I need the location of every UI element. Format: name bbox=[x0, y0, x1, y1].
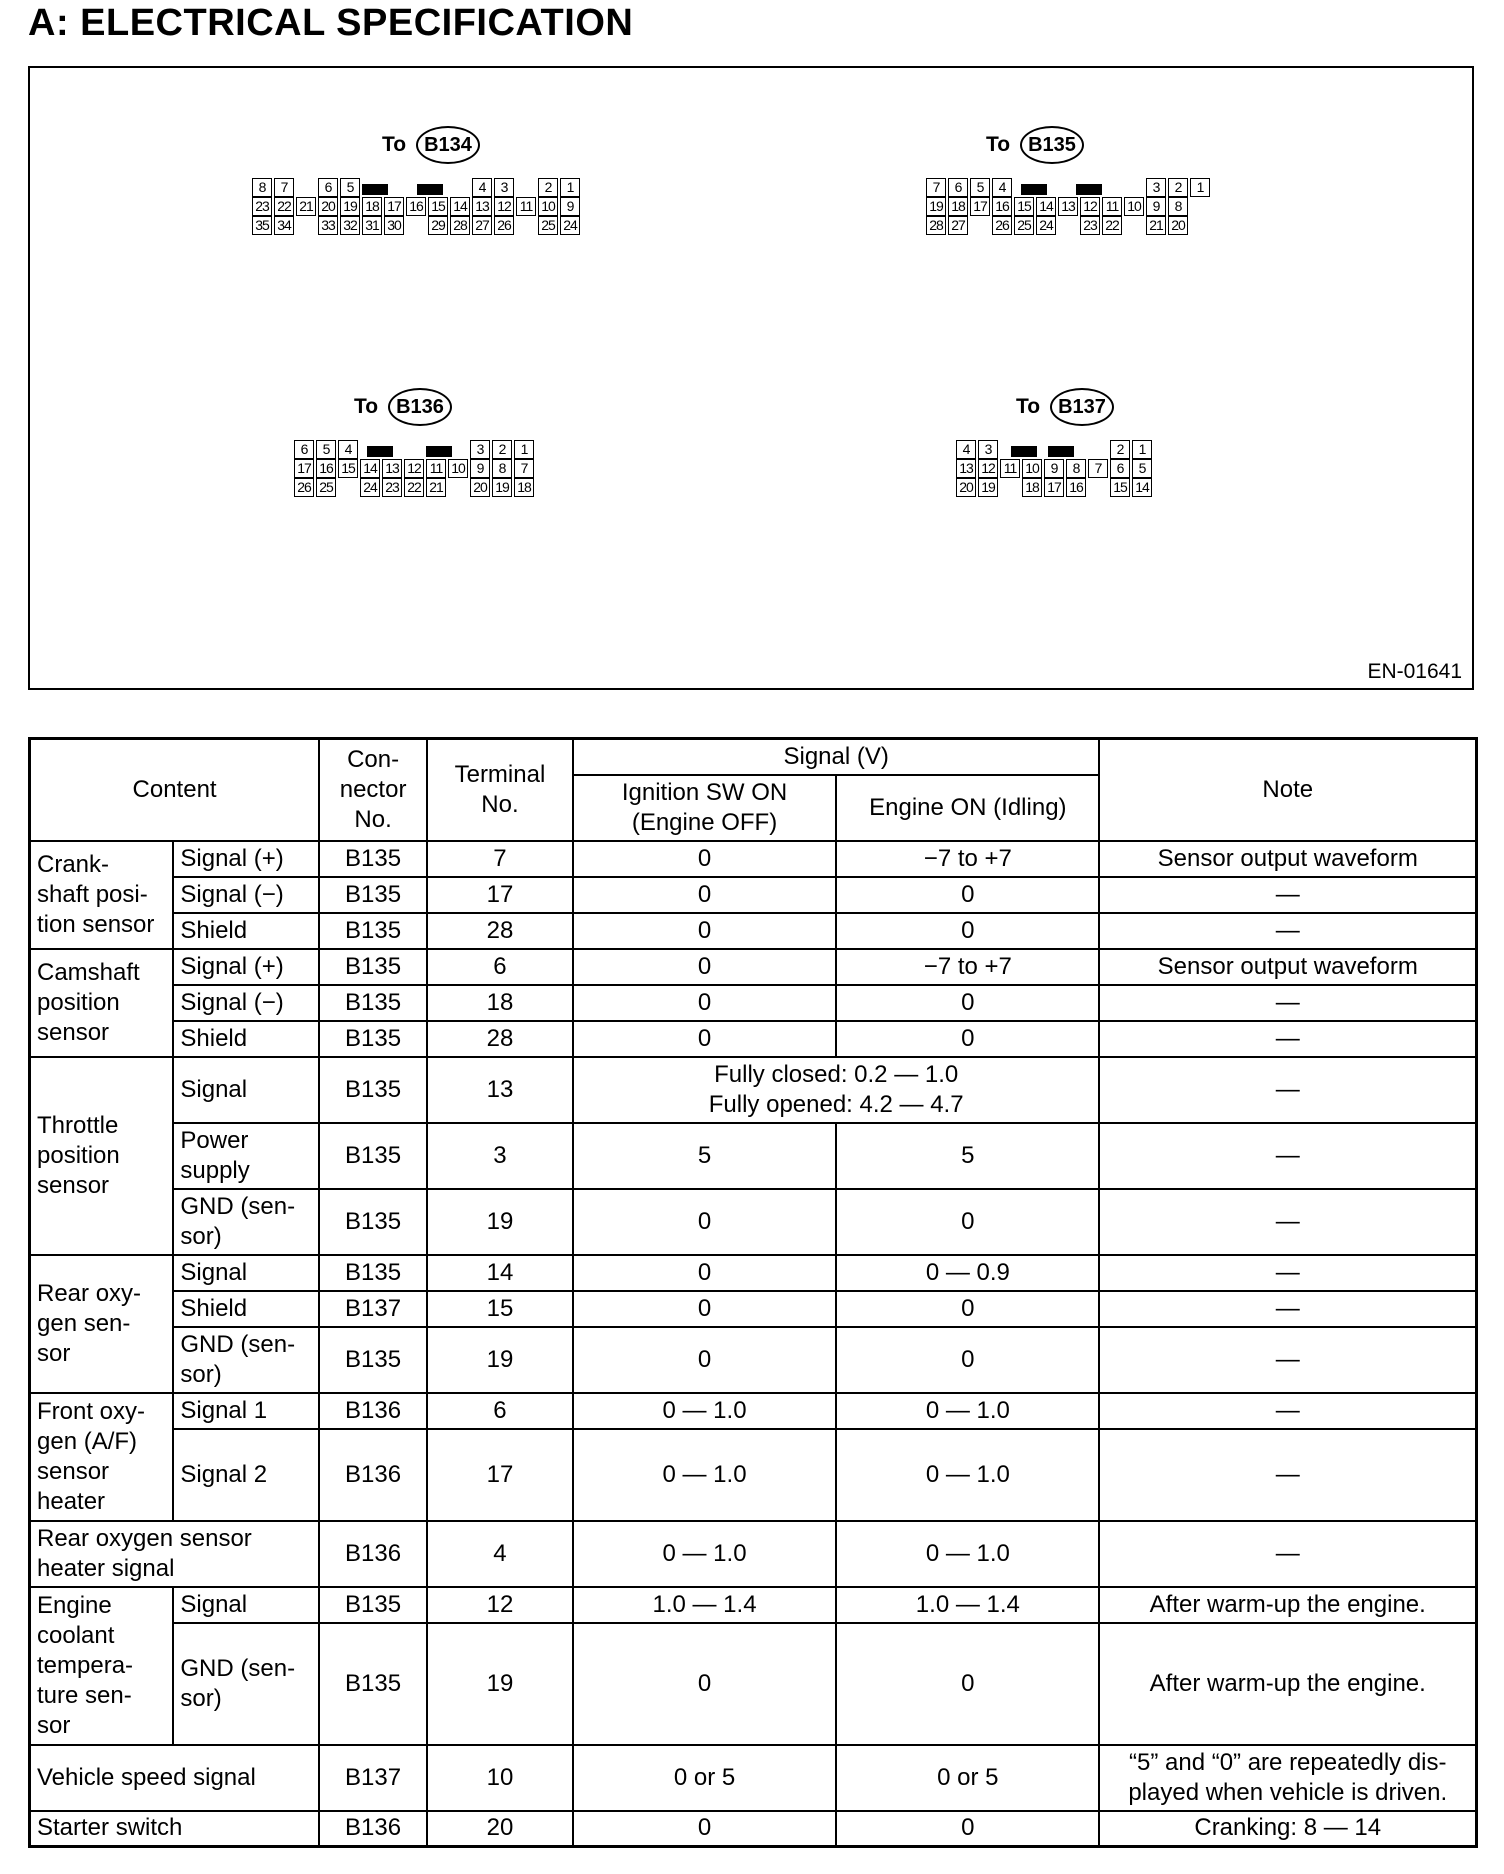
connector-cell: B135 bbox=[319, 1021, 427, 1057]
connector-cell: B135 bbox=[319, 877, 427, 913]
connector-pin: 12 bbox=[494, 197, 514, 216]
eng-cell: 0 — 1.0 bbox=[836, 1393, 1099, 1429]
ign-cell: 0 bbox=[573, 985, 836, 1021]
terminal-cell: 6 bbox=[427, 1393, 573, 1429]
connector-pin: 24 bbox=[360, 478, 380, 497]
sub-label: GND (sen- sor) bbox=[173, 1623, 319, 1745]
ign-cell: 0 bbox=[573, 1327, 836, 1393]
connector-pin: 22 bbox=[404, 478, 424, 497]
connector-pin: 3 bbox=[470, 440, 490, 459]
terminal-cell: 20 bbox=[427, 1811, 573, 1847]
connector-id-oval: B137 bbox=[1050, 388, 1114, 426]
connector-label bbox=[986, 126, 1084, 164]
sub-label: Signal bbox=[173, 1255, 319, 1291]
connector-pin: 5 bbox=[970, 178, 990, 197]
to-label: To bbox=[986, 133, 1011, 156]
note-cell: — bbox=[1099, 1123, 1476, 1189]
eng-cell: 0 bbox=[836, 913, 1099, 949]
note-cell: — bbox=[1099, 1057, 1476, 1123]
note-cell: — bbox=[1099, 1521, 1476, 1587]
connector-cell: B136 bbox=[319, 1393, 427, 1429]
eng-cell: 0 — 1.0 bbox=[836, 1429, 1099, 1521]
connector-pin: 2 bbox=[1110, 440, 1130, 459]
connector-pin: 19 bbox=[340, 197, 360, 216]
connector-key bbox=[1011, 446, 1037, 457]
connector-pin: 19 bbox=[492, 478, 512, 497]
connector-pin: 25 bbox=[316, 478, 336, 497]
terminal-cell: 17 bbox=[427, 877, 573, 913]
connector-pin: 19 bbox=[926, 197, 946, 216]
connector-pin: 12 bbox=[404, 459, 424, 478]
connector-pin: 2 bbox=[1168, 178, 1188, 197]
header-engine: Engine ON (Idling) bbox=[836, 775, 1099, 841]
connector-pin: 13 bbox=[382, 459, 402, 478]
connector-pin: 5 bbox=[1132, 459, 1152, 478]
header-signal: Signal (V) bbox=[573, 739, 1100, 775]
eng-cell: 0 bbox=[836, 1811, 1099, 1847]
connector-pin: 18 bbox=[948, 197, 968, 216]
note-cell: “5” and “0” are repeatedly dis- played when vehicle is driven. bbox=[1099, 1745, 1476, 1811]
connector-pin: 21 bbox=[1146, 216, 1166, 235]
terminal-cell: 19 bbox=[427, 1327, 573, 1393]
eng-cell: 0 bbox=[836, 985, 1099, 1021]
note-cell: — bbox=[1099, 913, 1476, 949]
connector-key bbox=[1048, 446, 1074, 457]
connector-pin: 33 bbox=[318, 216, 338, 235]
connector-pin: 15 bbox=[1110, 478, 1130, 497]
connector-pin: 7 bbox=[274, 178, 294, 197]
connector-pin: 8 bbox=[252, 178, 272, 197]
connector-pin: 4 bbox=[956, 440, 976, 459]
connector-pin: 10 bbox=[1022, 459, 1042, 478]
eng-cell: 0 bbox=[836, 1021, 1099, 1057]
sub-label: Signal (+) bbox=[173, 841, 319, 877]
connector-pin: 20 bbox=[470, 478, 490, 497]
group-throttle: Throttle position sensor bbox=[30, 1057, 174, 1255]
connector-pin: 14 bbox=[1132, 478, 1152, 497]
group-starter-switch: Starter switch bbox=[30, 1811, 320, 1847]
group-coolant-temp: Engine coolant tempera- ture sen- sor bbox=[30, 1587, 174, 1745]
connector-pin: 23 bbox=[1080, 216, 1100, 235]
connector-pin: 28 bbox=[926, 216, 946, 235]
connector-pin: 9 bbox=[470, 459, 490, 478]
connector-pin: 3 bbox=[978, 440, 998, 459]
connector-pin: 13 bbox=[956, 459, 976, 478]
sub-label: Signal (+) bbox=[173, 949, 319, 985]
connector-pin: 8 bbox=[1168, 197, 1188, 216]
ign-cell: 0 bbox=[573, 1623, 836, 1745]
ign-cell: 0 bbox=[573, 949, 836, 985]
spec-table bbox=[28, 737, 1478, 1848]
connector-pin: 25 bbox=[1014, 216, 1034, 235]
terminal-cell: 10 bbox=[427, 1745, 573, 1811]
group-rear-oxygen: Rear oxy- gen sen- sor bbox=[30, 1255, 174, 1393]
connector-pin: 6 bbox=[948, 178, 968, 197]
connector-cell: B135 bbox=[319, 1327, 427, 1393]
connector-pin: 16 bbox=[406, 197, 426, 216]
eng-cell: 1.0 — 1.4 bbox=[836, 1587, 1099, 1623]
connector-pin: 1 bbox=[514, 440, 534, 459]
connector-pin: 22 bbox=[1102, 216, 1122, 235]
terminal-cell: 19 bbox=[427, 1189, 573, 1255]
connector-id-oval: B136 bbox=[388, 388, 452, 426]
connector-cell: B137 bbox=[319, 1291, 427, 1327]
note-cell: — bbox=[1099, 1021, 1476, 1057]
note-cell: — bbox=[1099, 1189, 1476, 1255]
connector-pin: 10 bbox=[1124, 197, 1144, 216]
connector-pin: 1 bbox=[1132, 440, 1152, 459]
note-cell: Cranking: 8 — 14 bbox=[1099, 1811, 1476, 1847]
note-cell: — bbox=[1099, 1255, 1476, 1291]
ign-cell: 0 bbox=[573, 841, 836, 877]
group-rear-oxygen-heater-signal: Rear oxygen sensor heater signal bbox=[30, 1521, 320, 1587]
group-crankshaft: Crank- shaft posi- tion sensor bbox=[30, 841, 174, 949]
connector-pin: 2 bbox=[492, 440, 512, 459]
connector-pin: 14 bbox=[450, 197, 470, 216]
sub-label: Signal bbox=[173, 1057, 319, 1123]
connector-pin: 15 bbox=[1014, 197, 1034, 216]
ign-cell: 0 bbox=[573, 1291, 836, 1327]
sub-label: Shield bbox=[173, 1291, 319, 1327]
to-label: To bbox=[354, 395, 379, 418]
group-camshaft: Camshaft position sensor bbox=[30, 949, 174, 1057]
connector-pin: 9 bbox=[1146, 197, 1166, 216]
sub-label: GND (sen- sor) bbox=[173, 1327, 319, 1393]
connector-cell: B135 bbox=[319, 1255, 427, 1291]
note-cell: — bbox=[1099, 1393, 1476, 1429]
connector-pin: 15 bbox=[428, 197, 448, 216]
group-vehicle-speed: Vehicle speed signal bbox=[30, 1745, 320, 1811]
sub-label: Signal (−) bbox=[173, 877, 319, 913]
connector-pin: 13 bbox=[1058, 197, 1078, 216]
ign-cell: 0 — 1.0 bbox=[573, 1521, 836, 1587]
sub-label: GND (sen- sor) bbox=[173, 1189, 319, 1255]
header-terminal: Terminal No. bbox=[427, 739, 573, 841]
terminal-cell: 13 bbox=[427, 1057, 573, 1123]
connector-pin: 6 bbox=[318, 178, 338, 197]
connector-pin: 14 bbox=[1036, 197, 1056, 216]
eng-cell: 0 — 0.9 bbox=[836, 1255, 1099, 1291]
connector-pin: 25 bbox=[538, 216, 558, 235]
connector-pin: 17 bbox=[294, 459, 314, 478]
connector-pin: 30 bbox=[384, 216, 404, 235]
note-cell: — bbox=[1099, 985, 1476, 1021]
note-cell: After warm-up the engine. bbox=[1099, 1623, 1476, 1745]
connector-pin: 29 bbox=[428, 216, 448, 235]
connector-pin: 7 bbox=[926, 178, 946, 197]
connector-pin: 11 bbox=[516, 197, 536, 216]
connector-id-oval: B135 bbox=[1020, 126, 1084, 164]
ign-cell: 0 bbox=[573, 1811, 836, 1847]
connector-cell: B136 bbox=[319, 1811, 427, 1847]
connector-pin: 17 bbox=[970, 197, 990, 216]
note-cell: — bbox=[1099, 1429, 1476, 1521]
connector-pin: 21 bbox=[426, 478, 446, 497]
connector-cell: B135 bbox=[319, 1623, 427, 1745]
header-content: Content bbox=[30, 739, 320, 841]
connector-pin: 28 bbox=[450, 216, 470, 235]
sub-label: Shield bbox=[173, 913, 319, 949]
connector-cell: B135 bbox=[319, 1189, 427, 1255]
terminal-cell: 15 bbox=[427, 1291, 573, 1327]
connector-diagram bbox=[28, 66, 1474, 690]
connector-pin: 10 bbox=[538, 197, 558, 216]
figure-id: EN-01641 bbox=[1367, 660, 1462, 683]
connector-pin: 1 bbox=[1190, 178, 1210, 197]
connector-cell: B135 bbox=[319, 1587, 427, 1623]
connector-pin: 4 bbox=[338, 440, 358, 459]
eng-cell: 0 or 5 bbox=[836, 1745, 1099, 1811]
connector-pin: 23 bbox=[382, 478, 402, 497]
connector-pin: 23 bbox=[252, 197, 272, 216]
connector-pin: 18 bbox=[362, 197, 382, 216]
terminal-cell: 19 bbox=[427, 1623, 573, 1745]
merged-signal-cell: Fully closed: 0.2 — 1.0 Fully opened: 4.2 — 4.7 bbox=[573, 1057, 1100, 1123]
connector-key bbox=[362, 184, 388, 195]
connector-pin: 4 bbox=[472, 178, 492, 197]
sub-label: Shield bbox=[173, 1021, 319, 1057]
connector-cell: B136 bbox=[319, 1429, 427, 1521]
connector-pin: 6 bbox=[1110, 459, 1130, 478]
connector-pin: 22 bbox=[274, 197, 294, 216]
connector-pin: 15 bbox=[338, 459, 358, 478]
note-cell: Sensor output waveform bbox=[1099, 949, 1476, 985]
ign-cell: 0 bbox=[573, 1189, 836, 1255]
note-cell: After warm-up the engine. bbox=[1099, 1587, 1476, 1623]
connector-cell: B137 bbox=[319, 1745, 427, 1811]
terminal-cell: 12 bbox=[427, 1587, 573, 1623]
connector-pin: 35 bbox=[252, 216, 272, 235]
connector-id-oval: B134 bbox=[416, 126, 480, 164]
eng-cell: 5 bbox=[836, 1123, 1099, 1189]
connector-pin: 1 bbox=[560, 178, 580, 197]
connector-key bbox=[1076, 184, 1102, 195]
ign-cell: 1.0 — 1.4 bbox=[573, 1587, 836, 1623]
connector-pin: 8 bbox=[492, 459, 512, 478]
connector-pin: 13 bbox=[472, 197, 492, 216]
connector-pin: 11 bbox=[426, 459, 446, 478]
connector-pin: 2 bbox=[538, 178, 558, 197]
connector-pin: 21 bbox=[296, 197, 316, 216]
eng-cell: 0 bbox=[836, 1327, 1099, 1393]
connector-pin: 11 bbox=[1102, 197, 1122, 216]
ign-cell: 0 bbox=[573, 1021, 836, 1057]
connector-pin: 7 bbox=[1088, 459, 1108, 478]
connector-key bbox=[426, 446, 452, 457]
connector-cell: B135 bbox=[319, 949, 427, 985]
connector-pin: 16 bbox=[992, 197, 1012, 216]
connector-cell: B135 bbox=[319, 841, 427, 877]
ign-cell: 0 — 1.0 bbox=[573, 1393, 836, 1429]
connector-pin: 7 bbox=[514, 459, 534, 478]
connector-pin: 31 bbox=[362, 216, 382, 235]
eng-cell: −7 to +7 bbox=[836, 949, 1099, 985]
connector-cell: B135 bbox=[319, 1057, 427, 1123]
terminal-cell: 18 bbox=[427, 985, 573, 1021]
group-front-oxygen-heater: Front oxy- gen (A/F) sensor heater bbox=[30, 1393, 174, 1521]
note-cell: — bbox=[1099, 877, 1476, 913]
connector-pin: 24 bbox=[1036, 216, 1056, 235]
terminal-cell: 17 bbox=[427, 1429, 573, 1521]
ign-cell: 0 bbox=[573, 877, 836, 913]
connector-pin: 14 bbox=[360, 459, 380, 478]
header-note: Note bbox=[1099, 739, 1476, 841]
connector-pin: 20 bbox=[318, 197, 338, 216]
terminal-cell: 4 bbox=[427, 1521, 573, 1587]
connector-pin: 24 bbox=[560, 216, 580, 235]
connector-pin: 17 bbox=[1044, 478, 1064, 497]
sub-label: Signal 2 bbox=[173, 1429, 319, 1521]
sub-label: Power supply bbox=[173, 1123, 319, 1189]
connector-key bbox=[367, 446, 393, 457]
header-connector: Con- nector No. bbox=[319, 739, 427, 841]
sub-label: Signal bbox=[173, 1587, 319, 1623]
connector-pin: 16 bbox=[316, 459, 336, 478]
ign-cell: 0 — 1.0 bbox=[573, 1429, 836, 1521]
connector-pin: 3 bbox=[494, 178, 514, 197]
connector-cell: B135 bbox=[319, 913, 427, 949]
connector-key bbox=[1021, 184, 1047, 195]
terminal-cell: 7 bbox=[427, 841, 573, 877]
connector-key bbox=[417, 184, 443, 195]
connector-pin: 26 bbox=[494, 216, 514, 235]
connector-pin: 12 bbox=[978, 459, 998, 478]
header-ignition: Ignition SW ON (Engine OFF) bbox=[573, 775, 836, 841]
connector-pin: 27 bbox=[472, 216, 492, 235]
terminal-cell: 14 bbox=[427, 1255, 573, 1291]
eng-cell: 0 — 1.0 bbox=[836, 1521, 1099, 1587]
terminal-cell: 28 bbox=[427, 1021, 573, 1057]
connector-pin: 6 bbox=[294, 440, 314, 459]
connector-pin: 3 bbox=[1146, 178, 1166, 197]
connector-pin: 27 bbox=[948, 216, 968, 235]
connector-pin: 19 bbox=[978, 478, 998, 497]
sub-label: Signal (−) bbox=[173, 985, 319, 1021]
connector-cell: B135 bbox=[319, 1123, 427, 1189]
connector-pin: 9 bbox=[560, 197, 580, 216]
eng-cell: 0 bbox=[836, 1189, 1099, 1255]
connector-label bbox=[382, 126, 480, 164]
eng-cell: 0 bbox=[836, 1291, 1099, 1327]
connector-pin: 32 bbox=[340, 216, 360, 235]
ign-cell: 0 or 5 bbox=[573, 1745, 836, 1811]
connector-pin: 18 bbox=[514, 478, 534, 497]
connector-pin: 18 bbox=[1022, 478, 1042, 497]
ign-cell: 5 bbox=[573, 1123, 836, 1189]
note-cell: — bbox=[1099, 1291, 1476, 1327]
note-cell: Sensor output waveform bbox=[1099, 841, 1476, 877]
eng-cell: 0 bbox=[836, 877, 1099, 913]
connector-cell: B136 bbox=[319, 1521, 427, 1587]
sub-label: Signal 1 bbox=[173, 1393, 319, 1429]
to-label: To bbox=[382, 133, 407, 156]
connector-pin: 8 bbox=[1066, 459, 1086, 478]
connector-pin: 11 bbox=[1000, 459, 1020, 478]
connector-pin: 20 bbox=[956, 478, 976, 497]
connector-label bbox=[1016, 388, 1114, 426]
eng-cell: 0 bbox=[836, 1623, 1099, 1745]
terminal-cell: 6 bbox=[427, 949, 573, 985]
ign-cell: 0 bbox=[573, 913, 836, 949]
eng-cell: −7 to +7 bbox=[836, 841, 1099, 877]
to-label: To bbox=[1016, 395, 1041, 418]
connector-pin: 10 bbox=[448, 459, 468, 478]
connector-pin: 5 bbox=[340, 178, 360, 197]
connector-label bbox=[354, 388, 452, 426]
note-cell: — bbox=[1099, 1327, 1476, 1393]
connector-pin: 20 bbox=[1168, 216, 1188, 235]
connector-pin: 4 bbox=[992, 178, 1012, 197]
connector-pin: 16 bbox=[1066, 478, 1086, 497]
connector-pin: 26 bbox=[992, 216, 1012, 235]
ign-cell: 0 bbox=[573, 1255, 836, 1291]
connector-pin: 34 bbox=[274, 216, 294, 235]
terminal-cell: 28 bbox=[427, 913, 573, 949]
connector-pin: 5 bbox=[316, 440, 336, 459]
page-title: A: ELECTRICAL SPECIFICATION bbox=[28, 2, 634, 44]
connector-pin: 17 bbox=[384, 197, 404, 216]
connector-cell: B135 bbox=[319, 985, 427, 1021]
connector-pin: 26 bbox=[294, 478, 314, 497]
connector-pin: 12 bbox=[1080, 197, 1100, 216]
terminal-cell: 3 bbox=[427, 1123, 573, 1189]
connector-pin: 9 bbox=[1044, 459, 1064, 478]
